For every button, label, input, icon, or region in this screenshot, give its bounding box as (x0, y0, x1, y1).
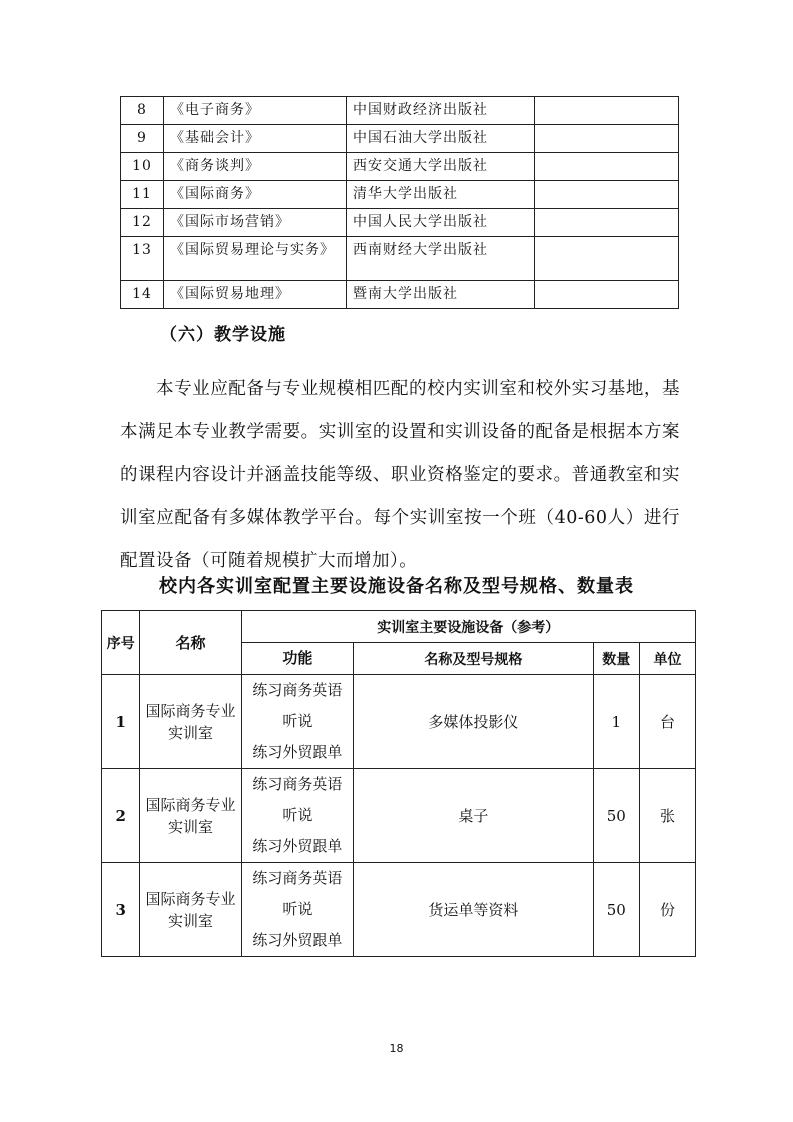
table-row (121, 209, 679, 237)
table-row (121, 125, 679, 153)
book-note (535, 153, 679, 181)
table-caption: 校内各实训室配置主要设施设备名称及型号规格、数量表 (159, 576, 634, 597)
table-row (102, 863, 696, 957)
book-note (535, 209, 679, 237)
book-publisher: 中国财政经济出版社 (347, 97, 535, 125)
book-publisher: 西南财经大学出版社 (347, 237, 535, 281)
book-number: 12 (121, 209, 164, 237)
book-title: 《商务谈判》 (164, 153, 347, 181)
book-publisher: 西安交通大学出版社 (347, 153, 535, 181)
section-heading: （六）教学设施 (160, 325, 286, 345)
function-line: 练习商务英语 (252, 775, 343, 793)
book-number: 9 (121, 125, 164, 153)
table-row (121, 181, 679, 209)
table-row (121, 153, 679, 181)
equipment-spec: 多媒体投影仪 (354, 675, 593, 769)
room-function (241, 769, 354, 863)
book-title: 《基础会计》 (164, 125, 347, 153)
equipment-unit: 份 (639, 863, 695, 957)
function-line: 练习外贸跟单 (252, 837, 343, 855)
table-row (121, 237, 679, 281)
book-title: 《国际贸易理论与实务》 (164, 237, 347, 281)
equipment-spec: 桌子 (354, 769, 593, 863)
row-index: 3 (102, 863, 140, 957)
book-number: 14 (121, 281, 164, 309)
function-line: 练习商务英语 (252, 681, 343, 699)
function-line: 练习外贸跟单 (252, 931, 343, 949)
header-name: 名称 (140, 611, 241, 675)
book-note (535, 97, 679, 125)
book-publisher: 中国人民大学出版社 (347, 209, 535, 237)
book-publisher: 暨南大学出版社 (347, 281, 535, 309)
header-spec: 名称及型号规格 (354, 643, 593, 675)
row-index: 1 (102, 675, 140, 769)
table-row (121, 97, 679, 125)
table-row (121, 281, 679, 309)
book-title: 《国际商务》 (164, 181, 347, 209)
equipment-unit: 台 (639, 675, 695, 769)
equipment-qty: 1 (593, 675, 639, 769)
book-note (535, 281, 679, 309)
table-row (102, 769, 696, 863)
book-number: 13 (121, 237, 164, 281)
equipment-qty: 50 (593, 769, 639, 863)
row-index: 2 (102, 769, 140, 863)
room-name: 国际商务专业实训室 (140, 675, 241, 769)
header-unit: 单位 (639, 643, 695, 675)
body-paragraph (120, 368, 680, 583)
book-number: 11 (121, 181, 164, 209)
function-line: 听说 (282, 806, 313, 824)
equipment-qty: 50 (593, 863, 639, 957)
header-group: 实训室主要设施设备（参考） (241, 611, 695, 643)
book-title: 《电子商务》 (164, 97, 347, 125)
textbook-table (120, 96, 679, 309)
book-note (535, 237, 679, 281)
header-function: 功能 (241, 643, 354, 675)
table-row (102, 675, 696, 769)
book-title: 《国际市场营销》 (164, 209, 347, 237)
function-line: 练习商务英语 (252, 869, 343, 887)
room-function (241, 675, 354, 769)
paragraph-text: 本专业应配备与专业规模相匹配的校内实训室和校外实习基地，基本满足本专业教学需要。实训室的设置和实训设备的配备是根据本方案的课程内容设计并涵盖技能等级、职业资格鉴定的要求。普通教室和实训室应配备有多媒体教学平台。每个实训室按一个班（40-60人）进行配置设备（可随着规模扩大而增加）。 (120, 379, 680, 571)
header-row (102, 611, 696, 643)
room-name: 国际商务专业实训室 (140, 863, 241, 957)
book-number: 10 (121, 153, 164, 181)
function-line: 练习外贸跟单 (252, 743, 343, 761)
book-note (535, 181, 679, 209)
book-publisher: 中国石油大学出版社 (347, 125, 535, 153)
page-number: 18 (389, 1042, 404, 1055)
book-title: 《国际贸易地理》 (164, 281, 347, 309)
header-qty: 数量 (593, 643, 639, 675)
function-line: 听说 (282, 900, 313, 918)
function-line: 听说 (282, 712, 313, 730)
facility-table (101, 610, 696, 957)
book-publisher: 清华大学出版社 (347, 181, 535, 209)
room-name: 国际商务专业实训室 (140, 769, 241, 863)
book-note (535, 125, 679, 153)
book-number: 8 (121, 97, 164, 125)
equipment-spec: 货运单等资料 (354, 863, 593, 957)
equipment-unit: 张 (639, 769, 695, 863)
header-index: 序号 (102, 611, 140, 675)
room-function (241, 863, 354, 957)
